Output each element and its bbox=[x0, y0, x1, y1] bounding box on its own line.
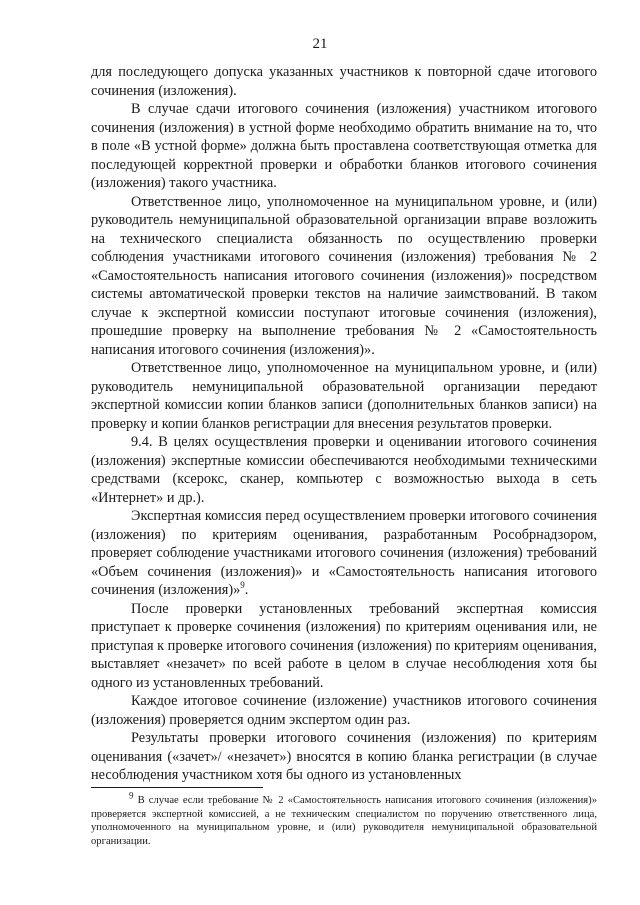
paragraph-3: Ответственное лицо, уполномоченное на муниципальном уровне, и (или) руководитель немуниципальной образовательной организации вправе возложить на технического специалиста обязанность по осуществлению проверки соблюдения участниками итогового сочинения (изложения) требования № 2 «Самостоятельность написания итогового сочинения (изложения)» посредством системы автоматической проверки текстов на наличие заимствований. В таком случае к экспертной комиссии поступают итоговые сочинения (изложения), прошедшие проверку на выполнение требования № 2 «Самостоятельность написания итогового сочинения (изложения)». bbox=[91, 193, 597, 358]
paragraph-2: В случае сдачи итогового сочинения (изложения) участником итогового сочинения (изложения) в устной форме необходимо обратить внимание на то, что в поле «В устной форме» должна быть проставлена соответствующая отметка для последующей корректной проверки и обработки бланков итогового сочинения (изложения) такого участника. bbox=[91, 101, 597, 191]
footnote-text: В случае если требование № 2 «Самостоятельность написания итогового сочинения (изложения)» проверяется экспертной комиссией, а не техническим специалистом по поручению ответственного лица, уполномоченного на муниципальном уровне, и (или) руководителя немуниципальной образовательной организации. bbox=[91, 795, 598, 847]
paragraph-8: Каждое итоговое сочинение (изложение) участников итогового сочинения (изложения) проверяется одним экспертом один раз. bbox=[91, 693, 597, 728]
paragraph-9: Результаты проверки итогового сочинения (изложения) по критериям оценивания («зачет»/ «незачет») вносятся в копию бланка регистрации (в случае несоблюдения участником хотя бы одного из установленных bbox=[91, 730, 597, 783]
body-text bbox=[91, 63, 597, 785]
footnote-reference: 9 bbox=[240, 580, 245, 591]
paragraph-1: для последующего допуска указанных участников к повторной сдаче итогового сочинения (изложения). bbox=[91, 64, 597, 99]
paragraph-6-text: Экспертная комиссия перед осуществлением проверки итогового сочинения (изложения) по критериям оценивания, разработанным Рособрнадзором, проверяет соблюдение участниками итогового сочинения (изложения) требований «Объем сочинения (изложения)» и «Самостоятельность написания итогового сочинения (изложения)» bbox=[91, 508, 597, 598]
paragraph-7: После проверки установленных требований экспертная комиссия приступает к проверке сочинения (изложения) по критериям оценивания или, не приступая к проверке итогового сочинения (изложения) по критериям оценивания, выставляет «незачет» по всей работе в целом в случае несоблюдения хотя бы одного из установленных требований. bbox=[91, 600, 598, 691]
paragraph-6 bbox=[91, 507, 597, 600]
footnote-divider bbox=[91, 787, 263, 788]
footnote-line bbox=[91, 790, 598, 848]
footnote bbox=[91, 790, 598, 848]
paragraph-5: 9.4. В целях осуществления проверки и оценивании итогового сочинения (изложения) экспертные комиссии обеспечиваются необходимыми техническими средствами (ксерокс, сканер, компьютер с возможностью выхода в сеть «Интернет» и др.). bbox=[91, 434, 597, 506]
paragraph-6-end: . bbox=[244, 582, 249, 598]
footnote-marker: 9 bbox=[129, 790, 134, 801]
page-number: 21 bbox=[312, 36, 328, 52]
paragraph-4: Ответственное лицо, уполномоченное на муниципальном уровне, и (или) руководитель немуниципальной образовательной организации передают экспертной комиссии копии бланков записи (дополнительных бланков записи) на проверку и копии бланков регистрации для внесения результатов проверки. bbox=[91, 360, 597, 432]
